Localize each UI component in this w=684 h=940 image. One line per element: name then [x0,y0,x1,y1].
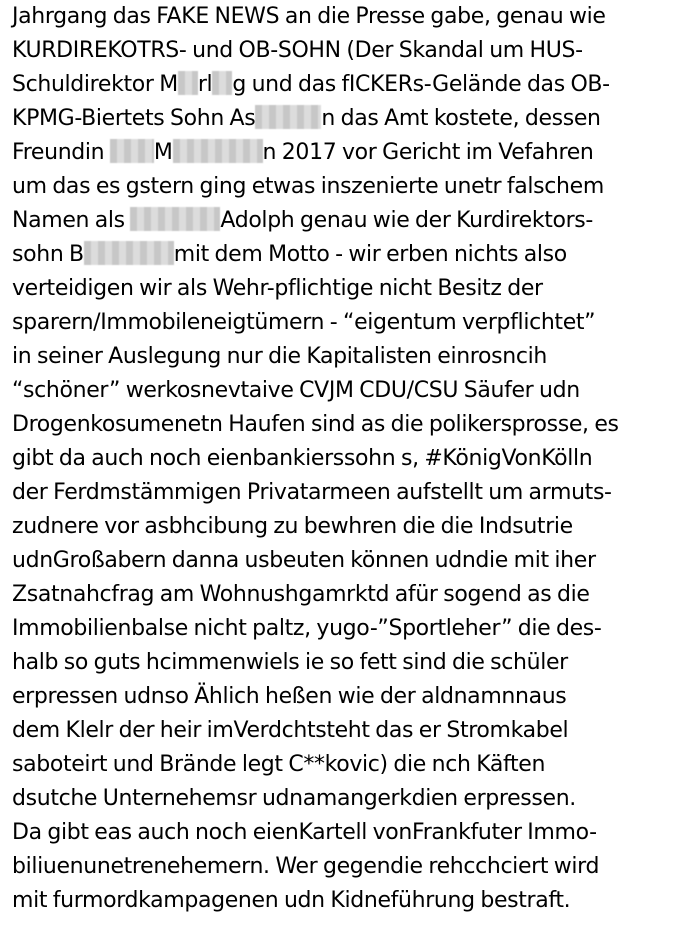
text-fragment: verteidigen wir als Wehr-pflichtige nicht Besitz der [12,276,543,301]
text-fragment: Da gibt eas auch noch eienKartell vonFrankfuter Immo- [12,820,597,845]
text-fragment: Jahrgang das FAKE NEWS an die Presse gabe, genau wie [12,4,606,29]
text-fragment: saboteirt und Brände legt C**kovic) die nch Käften [12,752,546,777]
text-fragment: Zsatnahcfrag am Wohnushgamrktd afür sogend as die [12,582,590,607]
text-fragment: gibt da auch noch eienbankierssohn s, #KönigVonKölln [12,446,593,471]
text-line-11 [12,340,680,374]
text-line-17 [12,544,680,578]
text-fragment: biliuenunetrenehemern. Wer gegendie rehcchciert wird [12,854,600,879]
text-line-23 [12,748,680,782]
text-fragment: mit dem Motto - wir erben nichts also [173,242,567,267]
text-fragment: dem Klelr der heir imVerdchtsteht das er Stromkabel [12,718,569,743]
text-line-20 [12,646,680,680]
text-line-18 [12,578,680,612]
text-line-6 [12,170,680,204]
text-fragment: Namen als [12,208,131,233]
text-line-21 [12,680,680,714]
text-fragment: “schöner” werkosnevtaive CVJM CDU/CSU Säufer udn [12,378,580,403]
redaction-blur [84,241,174,265]
text-fragment: erpressen udnso Ählich heßen wie der aldnamnnaus [12,684,567,709]
redaction-blur [178,71,198,95]
text-line-3 [12,68,680,102]
text-line-22 [12,714,680,748]
text-line-25 [12,816,680,850]
text-fragment: der Ferdmstämmigen Privatarmeen aufstellt um armuts- [12,480,612,505]
text-line-15 [12,476,680,510]
text-fragment: M [153,140,173,165]
redaction-blur [130,207,220,231]
text-line-16 [12,510,680,544]
text-line-1 [12,0,680,34]
text-fragment: KURDIREKOTRS- und OB-SOHN (Der Skandal um HUS- [12,38,583,63]
text-fragment: n das Amt kostete, dessen [321,106,601,131]
text-fragment: um das es gstern ging etwas inszenierte unetr falschem [12,174,604,199]
text-line-8 [12,238,680,272]
text-line-10 [12,306,680,340]
text-line-27 [12,884,680,918]
text-line-24 [12,782,680,816]
text-line-4 [12,102,680,136]
text-fragment: sparern/Immobileneigtümern - “eigentum verpflichtet” [12,310,596,335]
text-fragment: halb so guts hcimmenwiels ie so fett sind die schüler [12,650,568,675]
text-fragment: dsutche Unternehemsr udnamangerkdien erpressen. [12,786,576,811]
redaction-blur [212,71,232,95]
text-line-13 [12,408,680,442]
text-fragment: udnGroßabern danna usbeuten können udndie mit iher [12,548,596,573]
text-fragment: KPMG-Biertets Sohn As [12,106,256,131]
text-fragment: in seiner Auslegung nur die Kapitalisten einrosncih [12,344,547,369]
text-line-26 [12,850,680,884]
text-fragment: zudnere vor asbhcibung zu bewhren die die Indsutrie [12,514,573,539]
text-line-9 [12,272,680,306]
text-line-19 [12,612,680,646]
text-body [12,0,680,918]
text-fragment: n 2017 vor Gericht im Vefahren [262,140,594,165]
text-line-14 [12,442,680,476]
redaction-blur [110,139,154,163]
text-line-2 [12,34,680,68]
text-fragment: mit furmordkampagenen udn Kidneführung bestraft. [12,888,571,913]
text-line-12 [12,374,680,408]
text-fragment: g und das fICKERs-Gelände das OB- [232,72,610,97]
redaction-blur [255,105,321,129]
text-fragment: Adolph genau wie der Kurdirektors- [220,208,594,233]
redaction-blur [173,139,263,163]
text-fragment: Drogenkosumenetn Haufen sind as die polikersprosse, es [12,412,619,437]
text-fragment: Schuldirektor M [12,72,178,97]
text-fragment: Freundin [12,140,110,165]
text-line-7 [12,204,680,238]
text-fragment: rl [197,72,213,97]
text-line-5 [12,136,680,170]
text-fragment: Immobilienbalse nicht paltz, yugo-”Sportleher” die des- [12,616,602,641]
text-fragment: sohn B [12,242,84,267]
